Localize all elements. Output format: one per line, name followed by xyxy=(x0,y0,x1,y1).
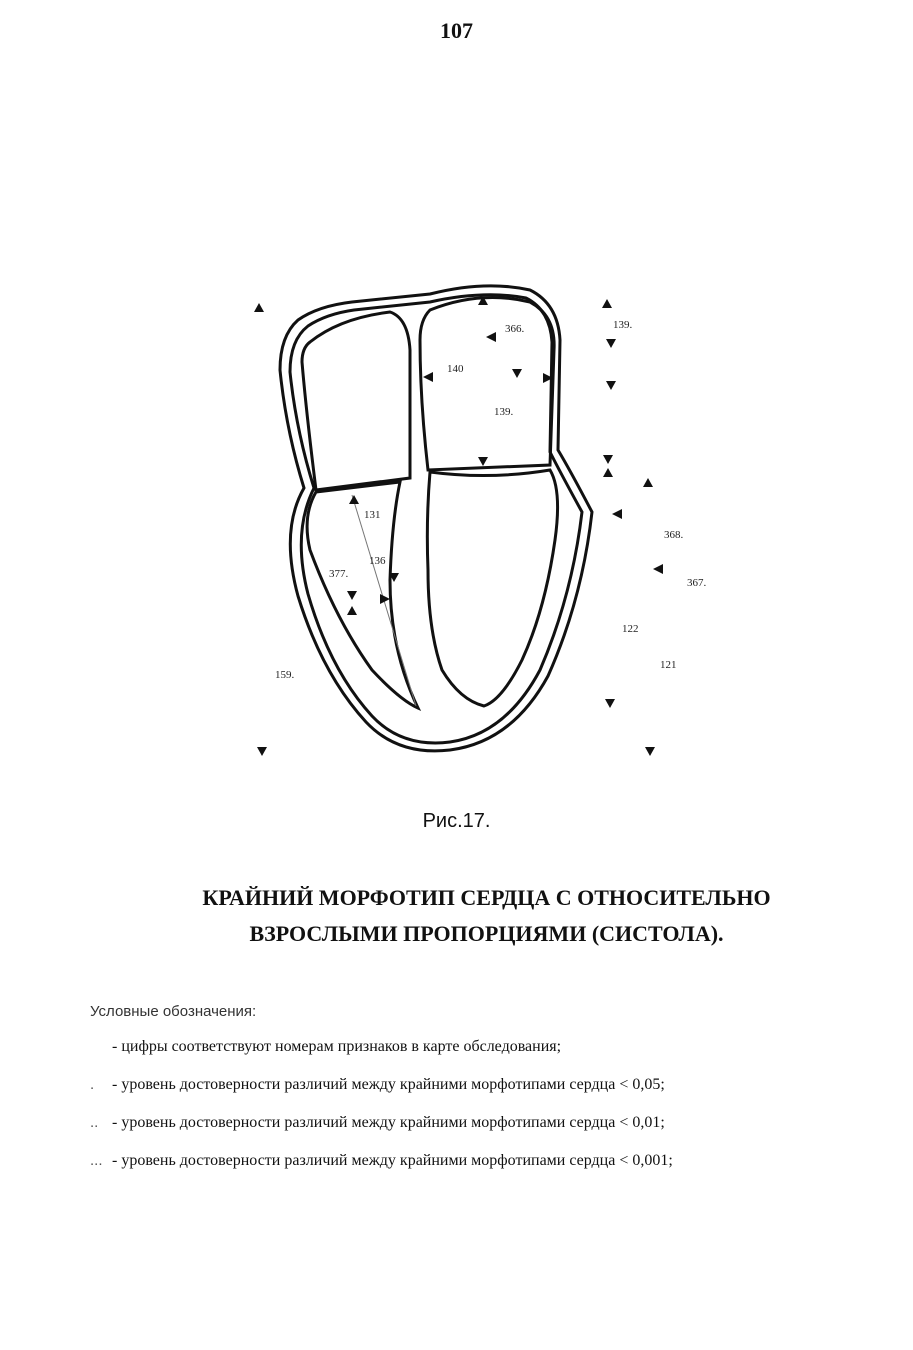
figure-caption: Рис.17. xyxy=(422,810,491,832)
legend-text: - уровень достоверности различий между крайними морфотипами сердца < 0,01; xyxy=(112,1114,665,1131)
section-title-line-2: ВЗРОСЛЫМИ ПРОПОРЦИЯМИ (СИСТОЛА). xyxy=(249,921,724,946)
label-159: 159. xyxy=(275,669,295,681)
legend-text: - уровень достоверности различий между крайними морфотипами сердца < 0,001; xyxy=(112,1152,673,1169)
left-atrium xyxy=(302,312,410,490)
page-number: 107 xyxy=(440,18,473,43)
section-title xyxy=(60,880,913,952)
legend-marker: ... xyxy=(90,1152,103,1169)
legend-item xyxy=(90,1113,870,1151)
legend-item xyxy=(90,1037,870,1075)
legend-marker: . xyxy=(90,1076,95,1093)
label-139-a: 139. xyxy=(613,319,633,331)
label-136: 136 xyxy=(369,555,386,567)
label-367: 367. xyxy=(687,577,707,589)
heart-outer-contour xyxy=(280,286,592,751)
label-139-b: 139. xyxy=(494,406,514,418)
label-366: 366. xyxy=(505,323,525,335)
label-377: 377. xyxy=(329,568,349,580)
left-ventricle xyxy=(307,482,418,708)
legend-marker: .. xyxy=(90,1114,99,1131)
label-122: 122 xyxy=(622,623,639,635)
legend-text: - уровень достоверности различий между крайними морфотипами сердца < 0,05; xyxy=(112,1076,665,1093)
legend-text: - цифры соответствуют номерам признаков в карте обследования; xyxy=(112,1038,562,1055)
legend-item xyxy=(90,1075,870,1113)
label-121: 121 xyxy=(660,659,677,671)
legend xyxy=(90,1003,870,1189)
label-131: 131 xyxy=(364,509,381,521)
label-140: 140 xyxy=(447,363,464,375)
label-368: 368. xyxy=(664,529,684,541)
right-atrium xyxy=(420,298,554,471)
heart-diagram xyxy=(240,280,720,770)
legend-heading: Условные обозначения: xyxy=(90,1003,257,1020)
legend-item xyxy=(90,1151,870,1189)
section-title-line-1: КРАЙНИЙ МОРФОТИП СЕРДЦА С ОТНОСИТЕЛЬНО xyxy=(202,885,771,910)
